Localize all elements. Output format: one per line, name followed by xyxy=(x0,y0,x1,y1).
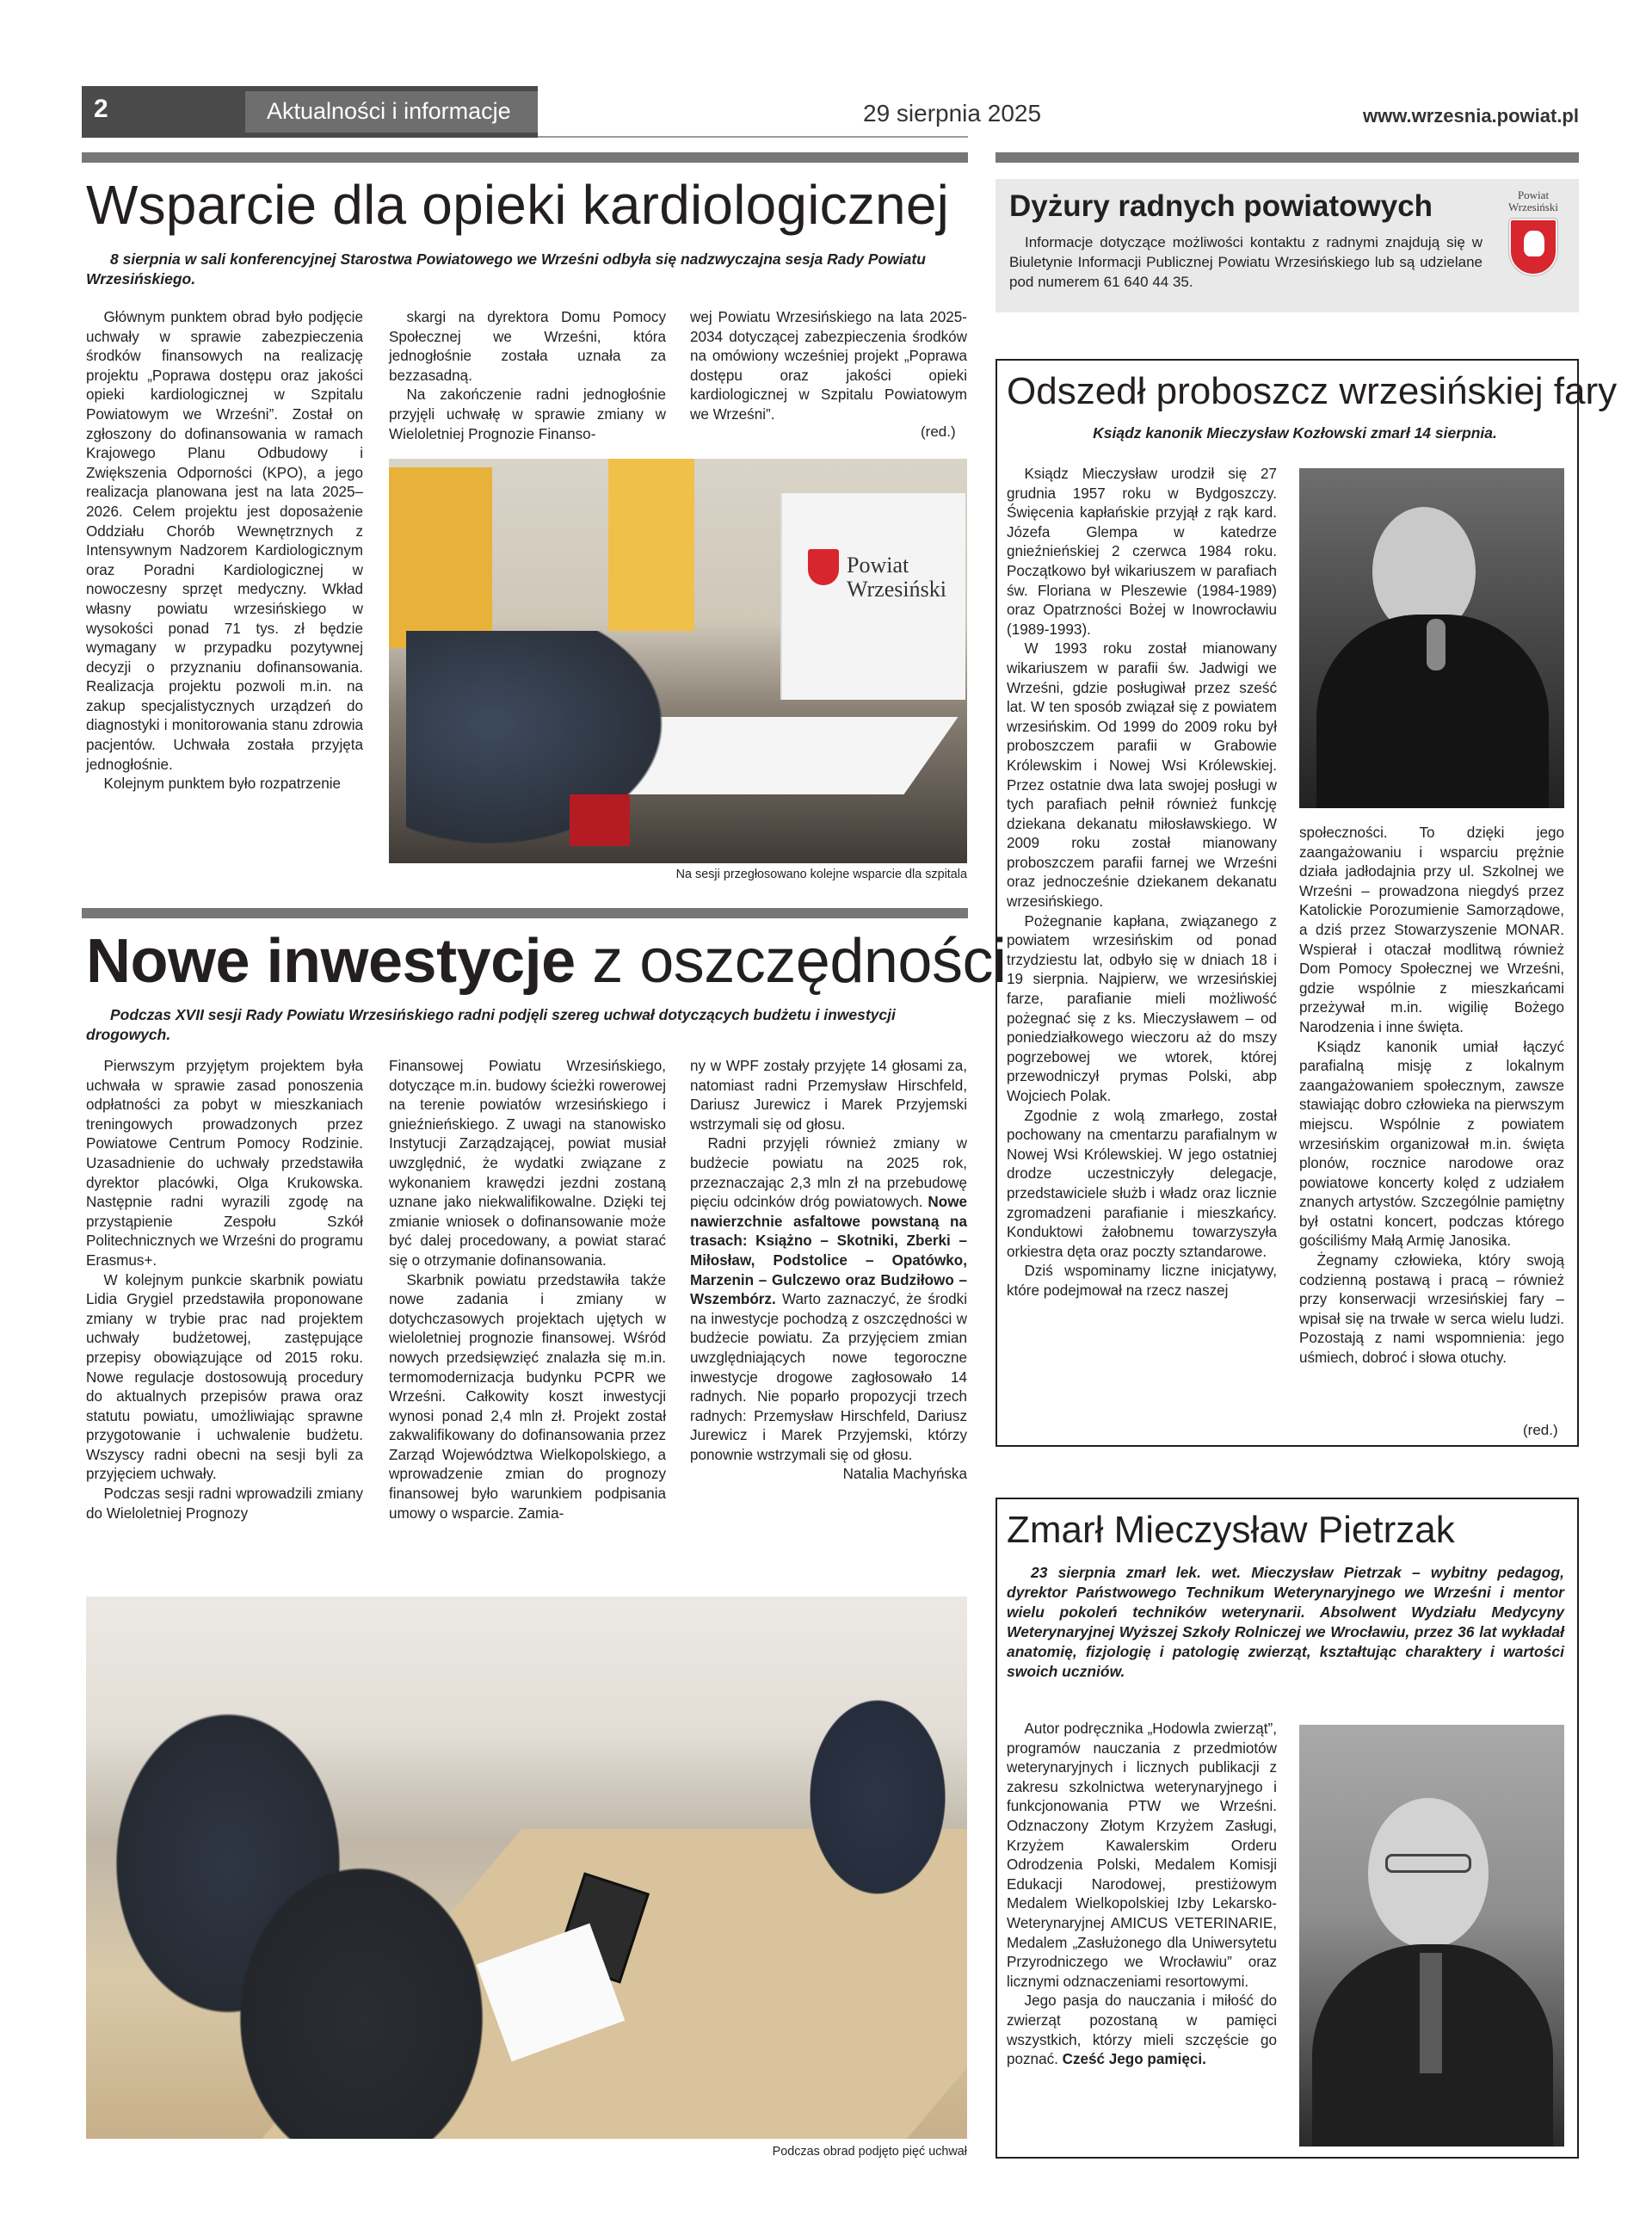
article1-col1 xyxy=(86,308,363,794)
red-folder xyxy=(570,794,630,846)
logo-text: Powiat Wrzesiński xyxy=(1508,188,1558,213)
duty-box xyxy=(996,179,1579,312)
article2-col3-p1: ny w WPF zostały przyjęte 14 głosami za, natomiast radni Przemysław Hirschfeld, Dariusz Jurewicz i Marek Przyjemski wstrzymali się od głosu. xyxy=(690,1058,967,1133)
councillor-front xyxy=(215,1838,508,2139)
article1-col2-p1: skargi na dyrektora Domu Pomocy Społecznej we Wrześni, która jednogłośnie została uznała za bezzasadną. xyxy=(389,309,666,384)
article1-col1-p2: Kolejnym punktem było rozpatrzenie xyxy=(103,775,342,793)
window-right xyxy=(608,459,694,631)
councillor-right xyxy=(792,1674,964,1898)
article3-col2 xyxy=(1299,824,1564,1368)
article3-col1 xyxy=(1007,465,1277,1301)
priest-portrait xyxy=(1299,468,1564,808)
session-photo-2 xyxy=(86,1597,967,2139)
duty-box-title: Dyżury radnych powiatowych xyxy=(1009,189,1433,223)
article2-title-bold: Nowe inwestycje xyxy=(86,927,576,996)
article4-closing: Cześć Jego pamięci. xyxy=(1062,2051,1206,2068)
article2-col3-p2-rest: Warto zaznaczyć, że środki na inwestycje pochodzą z oszczędności w budżecie powiatu. Za przyjęciem zmian uwzględniających nowe tegoroczne inwestycje drogowe zagłosowało 14 radnych. Nie poparło propozycji trzech radnych: Przemysław Hirschfeld, Dariusz Jurewicz i Marek Przyjemski, którzy ponownie wstrzymali się od głosu. xyxy=(690,1291,967,1463)
article1-col2-p2: Na zakończenie radni jednogłośnie przyjęli uchwałę w sprawie zmiany w Wieloletniej Prognozie Finanso- xyxy=(389,386,666,442)
article2-roads-list: Nowe nawierzchnie asfaltowe powstaną na trasach: Książno – Skotniki, Zberki – Miłosław, Podstolice – Opatówko, Marzenin – Gulczewo oraz Budziłowo – Wszembórz. xyxy=(690,1194,967,1308)
article2-title-light: z oszczędności xyxy=(592,927,1007,996)
article3-col1-p3: Pożegnanie kapłana, związanego z powiatem wrzesińskim od ponad trzydziestu lat, odbyło się w dniach 18 i 19 sierpnia. Najpierw, we wrzesińskiej farze, parafianie mieli możliwość pożegnać się z ks. Mieczysławem – od poniedziałkowego wieczoru aż do mszy pogrzebowej we wtorek, której przewodniczył prymas Polski, abp Wojciech Polak. xyxy=(1007,912,1277,1104)
article3-col2-p3: Żegnamy człowieka, który swoją codzienną postawą i pracą – również przy konserwacji wrzesińskiej fary – wpisał się na trwałe w serca wielu ludzi. Pozostają z nami wspomnienia: jego uśmiech, dobroć i słowa otuchy. xyxy=(1299,1252,1564,1367)
article2-col2-p1: Finansowej Powiatu Wrzesińskiego, dotyczące m.in. budowy ścieżki rowerowej na terenie powiatów wrzesińskiego i gnieźnieńskiego. Z uwagi na stanowisko Instytucji Zarządzającej, powiat musiał uwzględnić, że wydatki związane z wykonaniem krawędzi jezdni zostaną uznane jako niekwalifikowalne. Dzięki tej zmianie wniosek o dofinansowanie może być dalej procedowany, a powiat starać się o otrzymanie dofinansowania. xyxy=(389,1058,666,1269)
website-url[interactable]: www.wrzesnia.powiat.pl xyxy=(1362,105,1579,127)
article2-col1-p1: Pierwszym przyjętym projektem była uchwała w sprawie zasad ponoszenia odpłatności za pobyt w mieszkaniach treningowych prowadzonych przez Powiatowe Centrum Pomocy Rodzinie. Uzasadnienie do uchwały przedstawiła dyrektor placówki, Olga Krukowska. Następnie radni wyrazili zgodę na przystąpienie Zespołu Szkół Politechnicznych we Wrześni do programu Erasmus+. xyxy=(86,1058,363,1269)
article2-col1-p2: W kolejnym punkcie skarbnik powiatu Lidia Grygiel przedstawiła proponowane zmiany w trybie prac nad projektem uchwały budżetowej, zastępujące przepisy obowiązujące od 2015 roku. Nowe regulacje dostosowują procedury do aktualnych przepisów prawa oraz statutu powiatu, umożliwiając sprawne przygotowanie i uchwalenie budżetu. Wszyscy radni obecni na sesji byli za przyjęciem uchwały. xyxy=(86,1271,363,1483)
article2-col2 xyxy=(389,1057,666,1523)
article1-title: Wsparcie dla opieki kardiologicznej xyxy=(86,174,950,236)
coat-of-arms-icon xyxy=(1509,219,1557,275)
article3-col1-p1: Ksiądz Mieczysław urodził się 27 grudnia 1957 roku w Bydgoszczy. Święcenia kapłańskie przyjął z rąk kard. Józefa Glempa w katedrze gnieźnieńskiej 2 czerwca 1984 roku. Początkowo był wikariuszem w parafiach św. Floriana w Pleszewie (1984-1989) oraz Opatrzności Bożej w Inowrocławiu (1989-1993). xyxy=(1007,466,1277,638)
article2-author: Natalia Machyńska xyxy=(842,1466,967,1483)
article2-col3 xyxy=(690,1057,967,1485)
article2-col3-p2 xyxy=(690,1134,967,1465)
header-underline xyxy=(538,136,968,138)
article3-col2-p1: społeczności. To dzięki jego zaangażowaniu i wsparciu prężnie działa jadłodajnia przy ul. Szkolnej we Wrześni – prowadzona niegdyś przez Katolickie Porozumienie Samorządowe, a dziś przez Stowarzyszenie MONAR. Wspierał i otaczał modlitwą również Dom Pomocy Społecznej we Wrześni, gdzie wspólnie z mieszkańcami przeżywał m.in. wigilię Bożego Narodzenia i inne święta. xyxy=(1299,825,1564,1035)
article1-col1-p1: Głównym punktem obrad było podjęcie uchwały w sprawie zabezpieczenia środków finansowych na realizację projektu „Poprawa dostępu oraz jakości opieki kardiologicznej w Szpitalu Powiatowym we Wrześni”. Został on zgłoszony do dofinansowania w ramach Krajowego Planu Odbudowy i Zwiększenia Odporności (KPO), a jego realizacja planowana jest na lata 2025–2026. Celem projektu jest doposażenie Oddziału Chorób Wewnętrznych z Intensywnym Nadzorem Kardiologicznym oraz Poradni Kardiologicznej w nowoczesny sprzęt medyczny. Wkład własny powiatu wrzesińskiego w wysokości ponad 71 tys. zł będzie wymagany w przypadku pozytywnej decyzji o przyznaniu dofinansowania. Realizacja projektu pozwoli m.in. na zakup specjalistycznych urządzeń do diagnostyki i monitorowania stanu zdrowia pacjentów. Uchwała została przyjęta jednogłośnie. xyxy=(86,309,363,773)
article3-lead: Ksiądz kanonik Mieczysław Kozłowski zmarł 14 sierpnia. xyxy=(1093,424,1497,442)
portrait-head xyxy=(1368,1798,1489,1949)
article2-title xyxy=(86,923,1006,1000)
eagle-icon xyxy=(1524,231,1544,256)
article2-col3-p2-text: Radni przyjęli również zmiany w budżecie powiatu na 2025 rok, przeznaczając 2,3 mln zł na przebudowę pięciu odcinków dróg powiatowych. xyxy=(690,1135,967,1211)
right-top-rule xyxy=(996,152,1579,163)
article3-col1-p4: Zgodnie z wolą zmarłego, został pochowany na cmentarzu parafialnym w Nowej Wsi Królewskiej. W jego ostatniej drodze uczestniczyły delegacje, przedstawiciele służb i władz oraz licznie zgromadzeni parafianie i mieszkańcy. Konduktowi żałobnemu towarzyszyła orkiestra dęta oraz poczty sztandarowe. xyxy=(1007,1107,1277,1260)
session-photo-1 xyxy=(389,459,967,863)
article4-body xyxy=(1007,1720,1277,2070)
article3-title: Odszedł proboszcz wrzesińskiej fary xyxy=(1007,370,1618,412)
article1-col3-p1: wej Powiatu Wrzesińskiego na lata 2025-2034 dotyczącej zabezpieczenia środków na omówiony wcześniej projekt „Poprawa dostępu oraz jakości opieki kardiologicznej w Szpitalu Powiatowym we Wrześni”. xyxy=(690,309,967,423)
article3-col2-p2: Ksiądz kanonik umiał łączyć parafialną misję z lokalnym zaangażowaniem społecznym, zawsze stawiając dobro człowieka na pierwszym miejscu. Wspólnie z powiatem wrzesińskim organizował m.in. święta plonów, rocznice narodowe oraz powiatowe koncerty kolęd z udziałem znanych artystów. Szczególnie pamiętny był ostatni koncert, podczas którego gościliśmy Małą Armię Janosika. xyxy=(1299,1038,1564,1250)
article3-col1-p2: W 1993 roku został mianowany wikariuszem w parafii św. Jadwigi we Wrześni, gdzie posługiwał przez sześć lat. W ten sposób związał się z powiatem wrzesińskim. Od 1999 do 2009 roku był proboszczem parafii w Grabowie Królewskim i Nowej Wsi Królewskiej. Przez ostatnie dwa lata swojej posługi w tych parafiach pełnił również funkcję dziekana dekanatu miłosławskiego. W 2009 roku został mianowany proboszczem parafii farnej we Wrześni oraz jednocześnie dziekanem dekanatu wrzesińskiego. xyxy=(1007,640,1277,911)
article2-col1 xyxy=(86,1057,363,1523)
page-header xyxy=(82,86,1579,138)
section-title: Aktualności i informacje xyxy=(267,98,511,124)
glasses-icon xyxy=(1385,1854,1471,1873)
mid-rule xyxy=(82,908,968,918)
duty-box-text: Informacje dotyczące możliwości kontaktu z radnymi znajdują się w Biuletynie Informacji Publicznej Powiatu Wrzesińskiego lub są udzielane pod numerem 61 640 44 35. xyxy=(1009,234,1482,290)
photo1-caption: Na sesji przegłosowano kolejne wsparcie dla szpitala xyxy=(675,868,967,881)
people-left xyxy=(406,631,690,863)
article3-col1-p5: Dziś wspominamy liczne inicjatywy, które podejmował na rzecz naszej xyxy=(1007,1263,1277,1299)
window-left xyxy=(389,467,492,648)
pietrzak-portrait xyxy=(1299,1725,1564,2147)
microphone-icon xyxy=(1427,619,1446,670)
page-number: 2 xyxy=(94,95,108,123)
article4-lead: 23 sierpnia zmarł lek. wet. Mieczysław Pietrzak – wybitny pedagog, dyrektor Państwowego Technikum Weterynaryjnego we Wrześni i mentor wielu pokoleń techników weterynarii. Absolwent Wydziału Medycyny Weterynaryjnej Wyższej Szkoły Rolniczej we Wrocławiu, przez 36 lat wykładał anatomię, fizjologię i patologię zwierząt, kształtując charaktery i wartości swoich uczniów. xyxy=(1007,1564,1564,1680)
powiat-logo xyxy=(1499,189,1568,306)
article4-title: Zmarł Mieczysław Pietrzak xyxy=(1007,1509,1455,1551)
article4-p1: Autor podręcznika „Hodowla zwierząt”, programów nauczania z przedmiotów weterynaryjnych i licznych publikacji z zakresu szkolnictwa weterynaryjnego i funkcjonowania PTW we Wrześni. Odznaczony Złotym Krzyżem Zasługi, Krzyżem Kawalerskim Orderu Odrodzenia Polski, Medalem Komisji Edukacji Narodowej, prestiżowym Medalem Wielkopolskiej Izby Lekarsko-Weterynaryjnej AMICUS VETERINARIE, Medalem „Zasłużonego dla Uniwersytetu Przyrodniczego we Wrocławiu” oraz licznymi odznaczeniami resortowymi. xyxy=(1007,1720,1277,1990)
tie-icon xyxy=(1420,1953,1442,2073)
article2-col2-p2: Skarbnik powiatu przedstawiła także nowe zadania i zmiany w dotychczasowych projektach ujętych w wieloletniej prognozie finansowej. Wśród nowych przedsięwzięć znalazła się m.in. termomodernizacja budynku PCPR we Wrześni. Całkowity koszt inwestycji wynosi ponad 2,4 mln zł. Projekt został zakwalifikowany do dofinansowania przez Zarząd Województwa Wielkopolskiego, a wprowadzenie zmian do prognozy finansowej było warunkiem podpisania umowy o wsparcie. Zamia- xyxy=(389,1271,666,1522)
article2-lead: Podczas XVII sesji Rady Powiatu Wrzesińskiego radni podjęli szereg uchwał dotyczących budżetu i inwestycji drogowych. xyxy=(86,1006,896,1043)
left-top-rule xyxy=(82,152,968,163)
article4-p2-text: Jego pasja do nauczania i miłość do zwierząt pozostaną w pamięci wszystkich, którzy mieli szczęście go poznać. xyxy=(1007,1992,1277,2068)
photo2-caption: Podczas obrad podjęto pięć uchwał xyxy=(772,2145,967,2159)
article2-col1-p3: Podczas sesji radni wprowadzili zmiany do Wieloletniej Prognozy xyxy=(86,1486,363,1522)
article4-p2 xyxy=(1007,1992,1277,2069)
article1-col3 xyxy=(690,308,967,425)
banner-text: Powiat Wrzesiński xyxy=(847,553,946,602)
coat-of-arms-icon xyxy=(808,549,839,585)
issue-date: 29 sierpnia 2025 xyxy=(863,100,1042,127)
article1-col2 xyxy=(389,308,666,444)
article1-lead: 8 sierpnia w sali konferencyjnej Starostwa Powiatowego we Wrześni odbyła się nadzwyczajna sesja Rady Powiatu Wrzesińskiego. xyxy=(86,250,926,287)
article3-signature: (red.) xyxy=(1523,1422,1558,1438)
rollup-banner xyxy=(780,493,965,700)
article1-signature: (red.) xyxy=(921,423,956,440)
